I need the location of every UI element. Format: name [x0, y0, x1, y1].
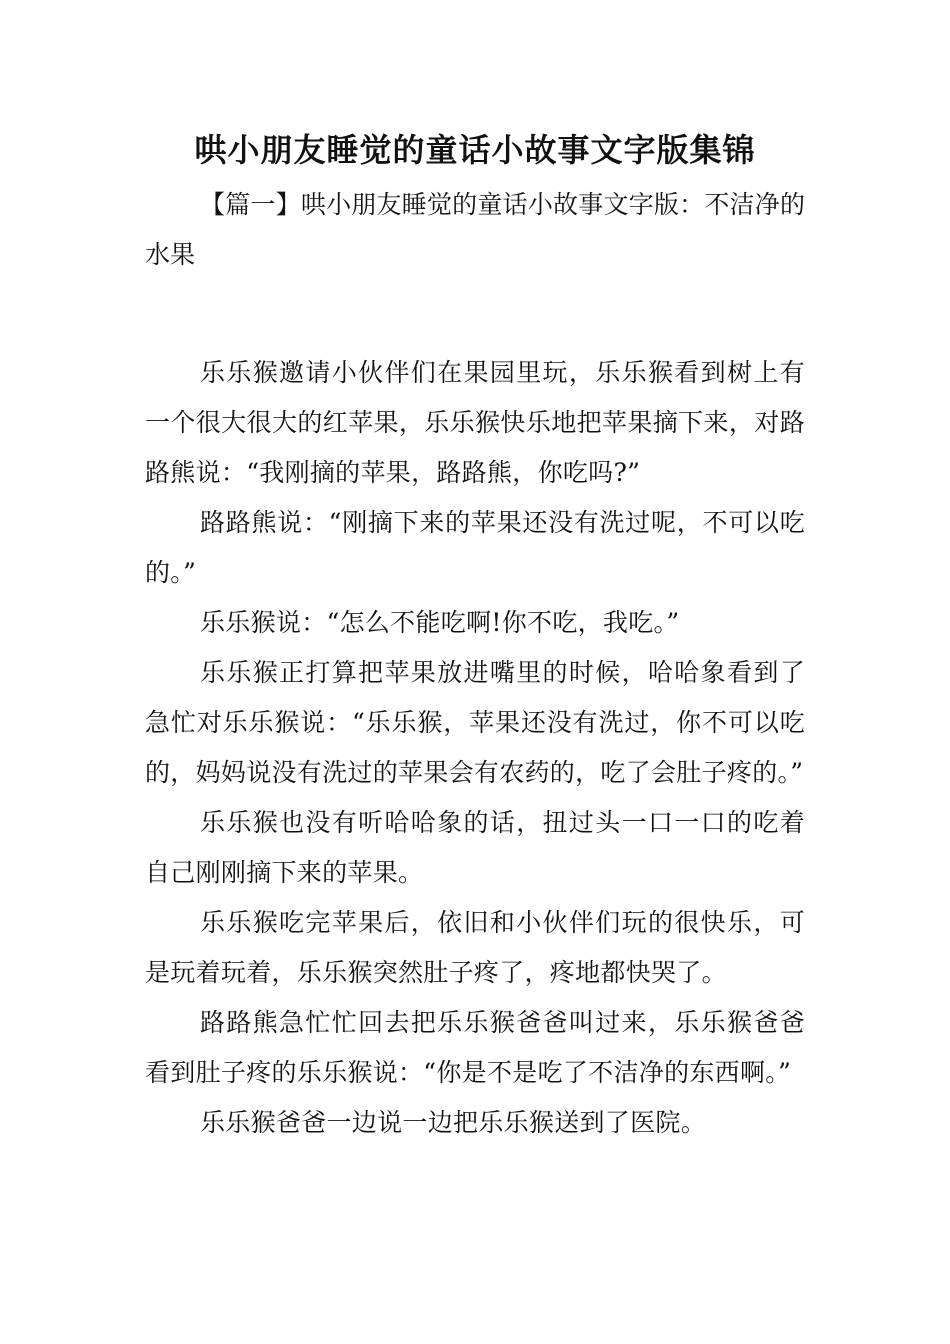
- story-paragraph-3: 乐乐猴说：“怎么不能吃啊!你不吃，我吃。”: [200, 608, 680, 637]
- document-page: [145, 128, 805, 1148]
- story-body: [145, 348, 805, 1148]
- story-paragraph-2: 路路熊说：“刚摘下来的苹果还没有洗过呢，不可以吃的。”: [145, 508, 805, 587]
- story-paragraph-8: 乐乐猴爸爸一边说一边把乐乐猴送到了医院。: [200, 1108, 707, 1137]
- story-paragraph-5: 乐乐猴也没有听哈哈象的话，扭过头一口一口的吃着自己刚刚摘下来的苹果。: [145, 808, 805, 887]
- document-title: 哄小朋友睡觉的童话小故事文字版集锦: [194, 131, 756, 169]
- story-paragraph-4: 乐乐猴正打算把苹果放进嘴里的时候，哈哈象看到了急忙对乐乐猴说：“乐乐猴，苹果还没有洗过，你不可以吃的，妈妈说没有洗过的苹果会有农药的，吃了会肚子疼的。”: [145, 658, 805, 787]
- story-paragraph-1: 乐乐猴邀请小伙伴们在果园里玩，乐乐猴看到树上有一个很大很大的红苹果，乐乐猴快乐地把苹果摘下来，对路路熊说：“我刚摘的苹果，路路熊，你吃吗?”: [145, 358, 805, 487]
- story-paragraph-6: 乐乐猴吃完苹果后，依旧和小伙伴们玩的很快乐，可是玩着玩着，乐乐猴突然肚子疼了，疼地都快哭了。: [145, 908, 805, 987]
- story-paragraph-7: 路路熊急忙忙回去把乐乐猴爸爸叫过来，乐乐猴爸爸看到肚子疼的乐乐猴说：“你是不是吃了不洁净的东西啊。”: [145, 1008, 805, 1087]
- section-heading: 【篇一】哄小朋友睡觉的童话小故事文字版：不洁净的水果: [145, 190, 805, 269]
